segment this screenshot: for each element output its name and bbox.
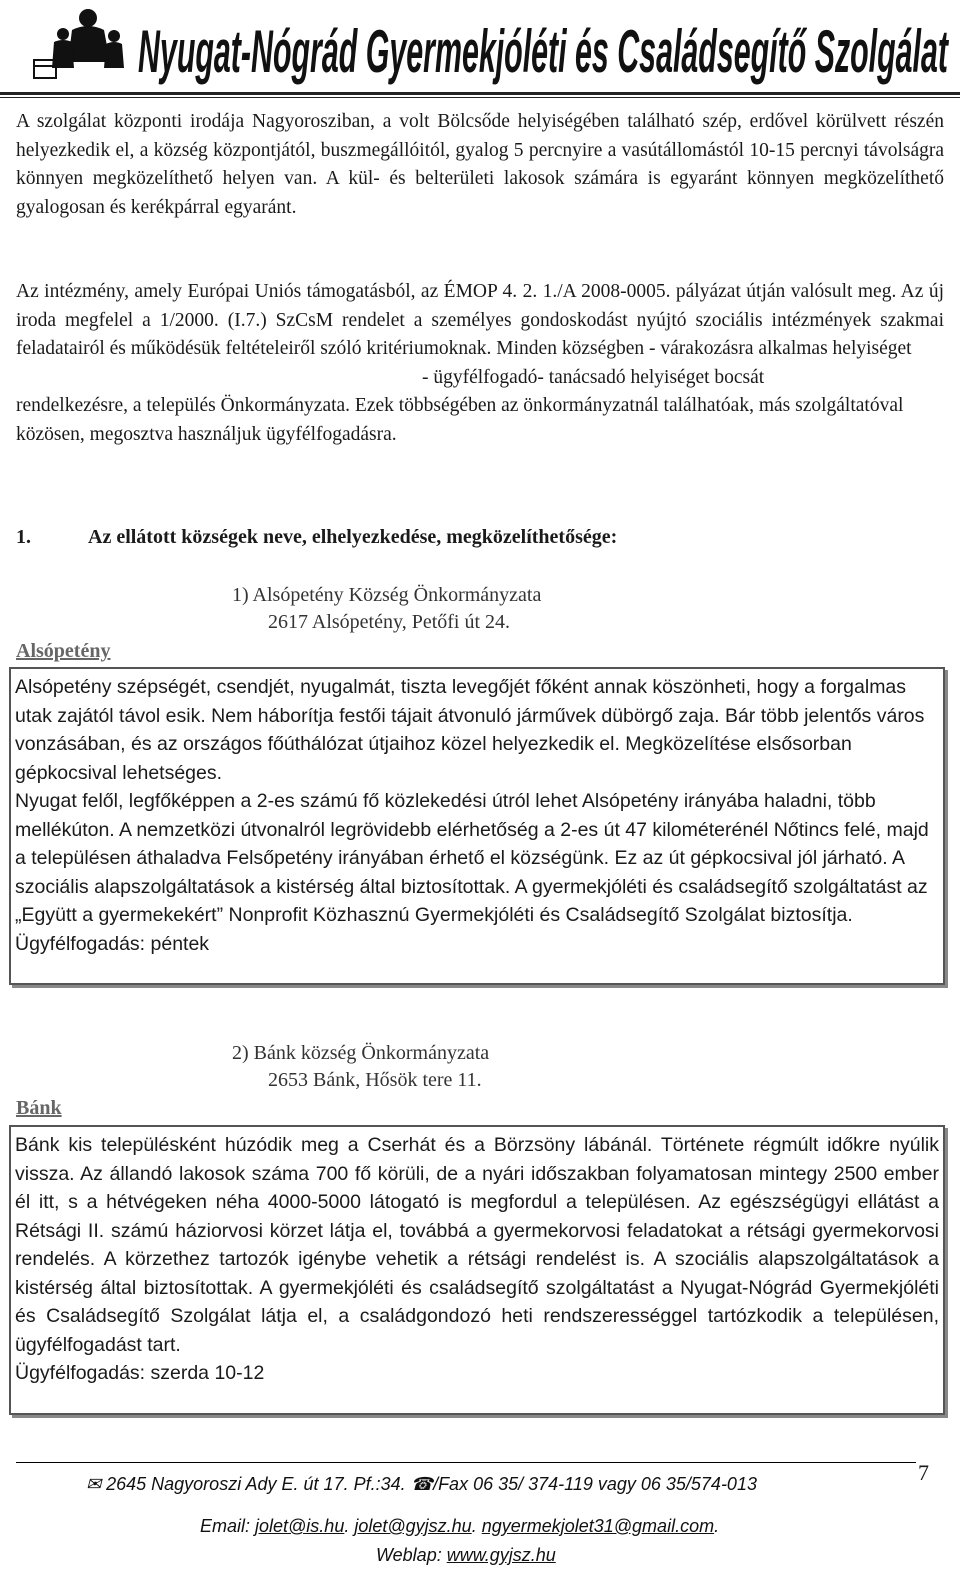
intro-paragraph [16, 108, 944, 222]
banner-title-text: Nyugat-Nógrád Gyermekjóléti és Családsegítő Szolgálat [138, 18, 950, 85]
intro-text: A szolgálat központi irodája Nagyorosziban, a volt Bölcsőde helyiségében található szép, erdővel körülvett részén helyezkedik el, a község központjától, buszmegállóitól, gyalog 5 percnyire a vasútállomástól 10-15 percnyi távolságra könnyen megközelíthető helyen van. A kül- és belterületi lakosok számára is egyaránt könnyen megközelíthető gyalogosan és kerékpárral egyaránt. [16, 111, 944, 218]
page-number: 7 [918, 1460, 929, 1485]
village-name: Alsópetény [16, 640, 111, 662]
institution-paragraph [16, 278, 944, 449]
footer-address: 2645 Nagyoroszi Ady E. út 17. Pf.:34. [106, 1474, 406, 1494]
footer-address-line [86, 1474, 906, 1495]
village-address-line1: 1) Alsópetény Község Önkormányzata [232, 584, 542, 606]
village-description: Alsópetény szépségét, csendjét, nyugalmát, tiszta levegőjét főként annak köszönheti, hogy a forgalmas utak zajától távol esik. Nem háborítja festői tájait átvonuló járművek dübörgő zaja. Bár több jelentős város vonzásában, és az országos főúthálózat útjaihoz közel helyezkedik el. Megközelítése elsősorban gépkocsival lehetséges. [15, 676, 925, 784]
footer-phone: /Fax 06 35/ 374-119 vagy 06 35/574-013 [433, 1474, 757, 1494]
village-address-line2: 2653 Bánk, Hősök tere 11. [268, 1069, 482, 1091]
village-reception-hours: Ügyfélfogadás: péntek [15, 932, 210, 955]
village-address-line1: 2) Bánk község Önkormányzata [232, 1042, 490, 1064]
family-logo-icon [28, 4, 138, 84]
header-divider [0, 92, 960, 95]
email-link-1[interactable]: jolet@is.hu [255, 1516, 345, 1536]
village-description-2: Nyugat felől, legfőképpen a 2-es számú fő közlekedési útról lehet Alsópetény irányába haladni, több mellékúton. A nemzetközi útvonalról legrövidebb elérhetőség a 2-es út 47 kilométerénél Nőtincs felé, majd a településen áthaladva Felsőpetény irányában érhető el községünk. Ez az út gépkocsival jól járható. A szociális alapszolgáltatások a kistérség által biztosítottak. A gyermekjóléti és családsegítő szolgáltatást az „Együtt a gyermekekért” Nonprofit Közhasznú Gyermekjóléti és Családsegítő Szolgálat biztosítja. [15, 790, 929, 926]
village-address [232, 1040, 832, 1094]
institution-text-1: Az intézmény, amely Európai Uniós támogatásból, az ÉMOP 4. 2. 1./A 2008-0005. pályázat útján valósult meg. Az új iroda megfelel a 1/2000. (I.7.) SzCsM rendelet a személyes gondoskodást nyújtó szociális intézmények szakmai feladatairól és működésük feltételeiről szóló kritériumoknak. Minden községben - várakozásra alkalmas helyiséget [16, 281, 944, 359]
telephone-icon: ☎ [410, 1474, 434, 1494]
email-link-3[interactable]: ngyermekjolet31@gmail.com [481, 1516, 715, 1536]
institution-text-3: rendelkezésre, a település Önkormányzata. Ezek többségében az önkormányzatnál találhatóak, más szolgáltatóval közösen, megosztva használjuk ügyfélfogadásra. [16, 395, 904, 445]
section-heading [16, 526, 944, 549]
village-address [232, 582, 832, 636]
header-divider-thin [0, 97, 960, 98]
village-address-line2: 2617 Alsópetény, Petőfi út 24. [268, 611, 511, 633]
section-title: Az ellátott községek neve, elhelyezkedése, megközelíthetősége: [88, 526, 618, 548]
village-description-box [9, 1125, 945, 1415]
email-link-2[interactable]: jolet@gyjsz.hu [354, 1516, 472, 1536]
web-label: Weblap: [376, 1545, 447, 1565]
section-number: 1. [16, 526, 31, 548]
institution-text-2: - ügyfélfogadó- tanácsadó helyiséget bocsát [422, 366, 765, 388]
village-name: Bánk [16, 1097, 62, 1119]
page-header [0, 0, 960, 92]
footer-divider [16, 1462, 916, 1463]
village-description: Bánk kis településként húzódik meg a Cserhát és a Börzsöny lábánál. Története régmúlt időkre nyúlik vissza. Az állandó lakosok száma 700 fő körüli, de a nyári időszakban folyamatosan mintegy 2500 ember él itt, s a hétvégeken néha 4000-5000 látogató is megfordul a településen. Az egészségügyi ellátást a Rétsági II. számú háziorvosi körzet látja el, továbbá a gyermekorvosi feladatokat a rétsági gyermekorvosi rendelés. A körzethez tartozók igénybe vehetik a rétsági rendelést is. A szociális alapszolgáltatások a kistérség által biztosítottak. A gyermekjóléti és családsegítő szolgáltatást a Nyugat-Nógrád Gyermekjóléti és Családsegítő Szolgálat látja el, a családgondozó heti rendszerességgel tartózkodik a településen, ügyfélfogadást tart. [15, 1134, 939, 1356]
banner-title [130, 0, 960, 92]
village-description-box [9, 667, 945, 985]
footer-email-line: Email: jolet@is.hu. jolet@gyjsz.hu. ngyermekjolet31@gmail.com. [200, 1516, 720, 1536]
footer-web-line [376, 1545, 776, 1566]
email-label: Email: [200, 1516, 256, 1536]
envelope-icon: ✉ [86, 1474, 102, 1494]
village-reception-hours: Ügyfélfogadás: szerda 10-12 [15, 1362, 265, 1384]
web-link[interactable]: www.gyjsz.hu [446, 1545, 556, 1565]
